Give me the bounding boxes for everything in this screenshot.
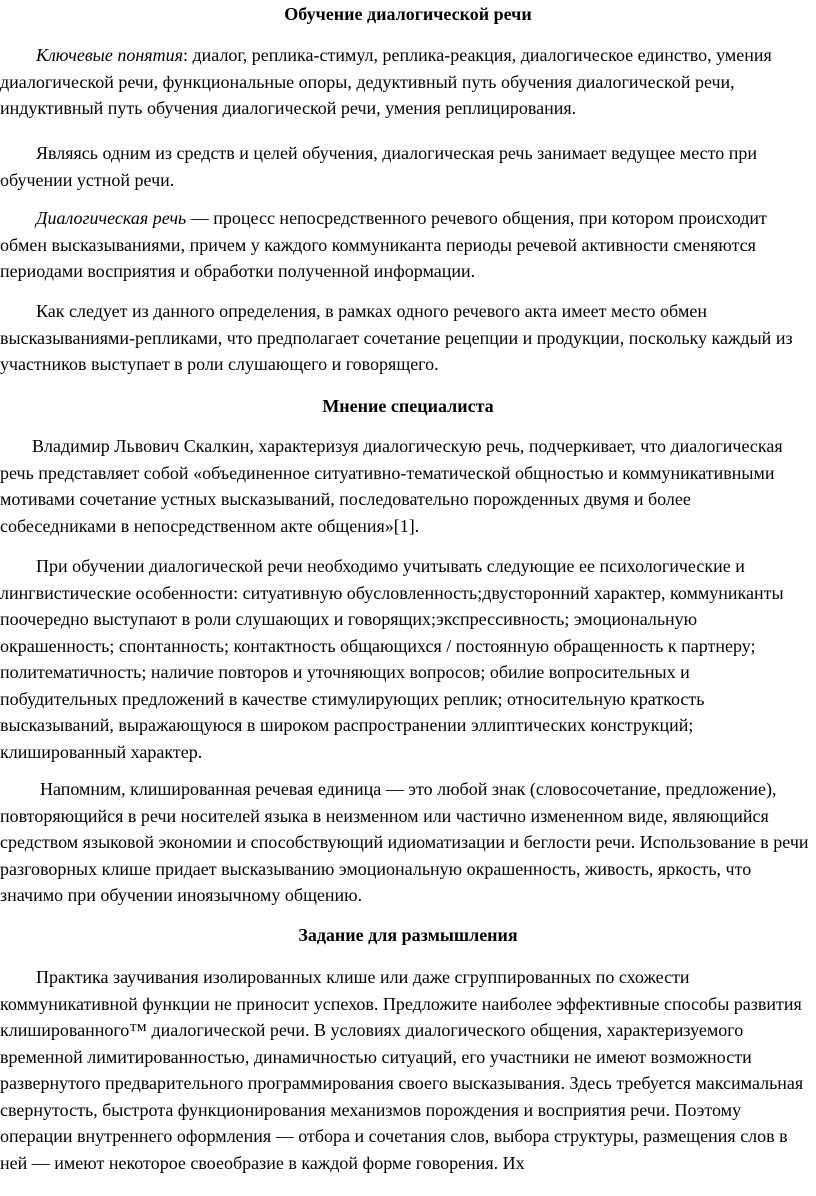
definition-term: Диалогическая речь (36, 208, 187, 228)
paragraph-cliche-definition: Напомним, клишированная речевая единица — это любой знак (словосочетание, предложение), повторяющийся в речи носителей языка в неизменном или частично измененном виде, являющийся средством языковой экономии и способствующий идиоматизации и беглости речи. Использование в речи разговорных клише придает высказыванию эмоциональную окрашенность, живость, яркость, что значимо при обучении иноязычному общению. (0, 779, 809, 905)
paragraph-features: При обучении диалогической речи необходимо учитывать следующие ее психологические и лингвистические особенности: ситуативную обусловленность;двусторонний характер, коммуниканты поочередно выступают в роли слушающих и говорящих;экспрессивность; эмоциональную окрашенность; спонтанность; контактность общающихся / постоянную обращенность к партнеру; политематичность; наличие повторов и уточняющих вопросов; обилие вопросительных и побудительных предложений в качестве стимулирующих реплик; относительную краткость высказываний, выражающуюся в широком распространении эллиптических конструкций; клишированный характер. (0, 556, 784, 762)
paragraph-task-text: Практика заучивания изолированных клише или даже сгруппированных по схожести коммуникативной функции не приносит успехов. Предложите наиболее эффективные способы развития клишированного™ диалогической речи. В условиях диалогического общения, характеризуемого временной лимитированностью, динамичностью ситуаций, его участники не имеют возможности развернутого предварительного программирования своего высказывания. Здесь требуется максимальная свернутость, быстрота функционирования механизмов порождения и восприятия речи. Поэтому операции внутреннего оформления — отбора и сочетания слов, выбора структуры, размещения слов в ней — имеют некоторое своеобразие в каждой форме говорения. Их (0, 967, 804, 1173)
paragraph-role: Являясь одним из средств и целей обучения, диалогическая речь занимает ведущее место при обучении устной речи. (0, 143, 758, 190)
heading-reflection-task: Задание для размышления (298, 925, 518, 945)
paragraph-skalkin-quote: Владимир Львович Скалкин, характеризуя диалогическую речь, подчеркивает, что диалогическая речь представляет собой «объединенное ситуативно-тематической общностью и коммуникативными мотивами сочетание устных высказываний, последовательно порожденных двумя и более собеседниками в непосредственном акте общения»[1]. (0, 436, 783, 536)
definition-text: — процесс непосредственного речевого общения, при котором происходит обмен высказываниями, причем у каждого коммуниканта периоды речевой активности сменяются периодами восприятия и обработки полученной информации. (0, 208, 767, 281)
paragraph-consequence: Как следует из данного определения, в рамках одного речевого акта имеет место обмен высказываниями-репликами, что предполагает сочетание рецепции и продукции, поскольку каждый из участников выступает в роли слушающего и говорящего. (0, 301, 793, 374)
key-concepts-label: Ключевые понятия (36, 45, 183, 65)
document-title: Обучение диалогической речи (284, 4, 532, 24)
heading-expert-opinion: Мнение специалиста (322, 396, 494, 416)
key-concepts-text: : диалог, реплика-стимул, реплика-реакция, диалогическое единство, умения диалогической речи, функциональные опоры, дедуктивный путь обучения диалогической речи, индуктивный путь обучения диалогической речи, умения реплицирования. (0, 45, 772, 118)
paragraph-definition (0, 205, 810, 285)
paragraph-key-concepts (0, 42, 810, 122)
